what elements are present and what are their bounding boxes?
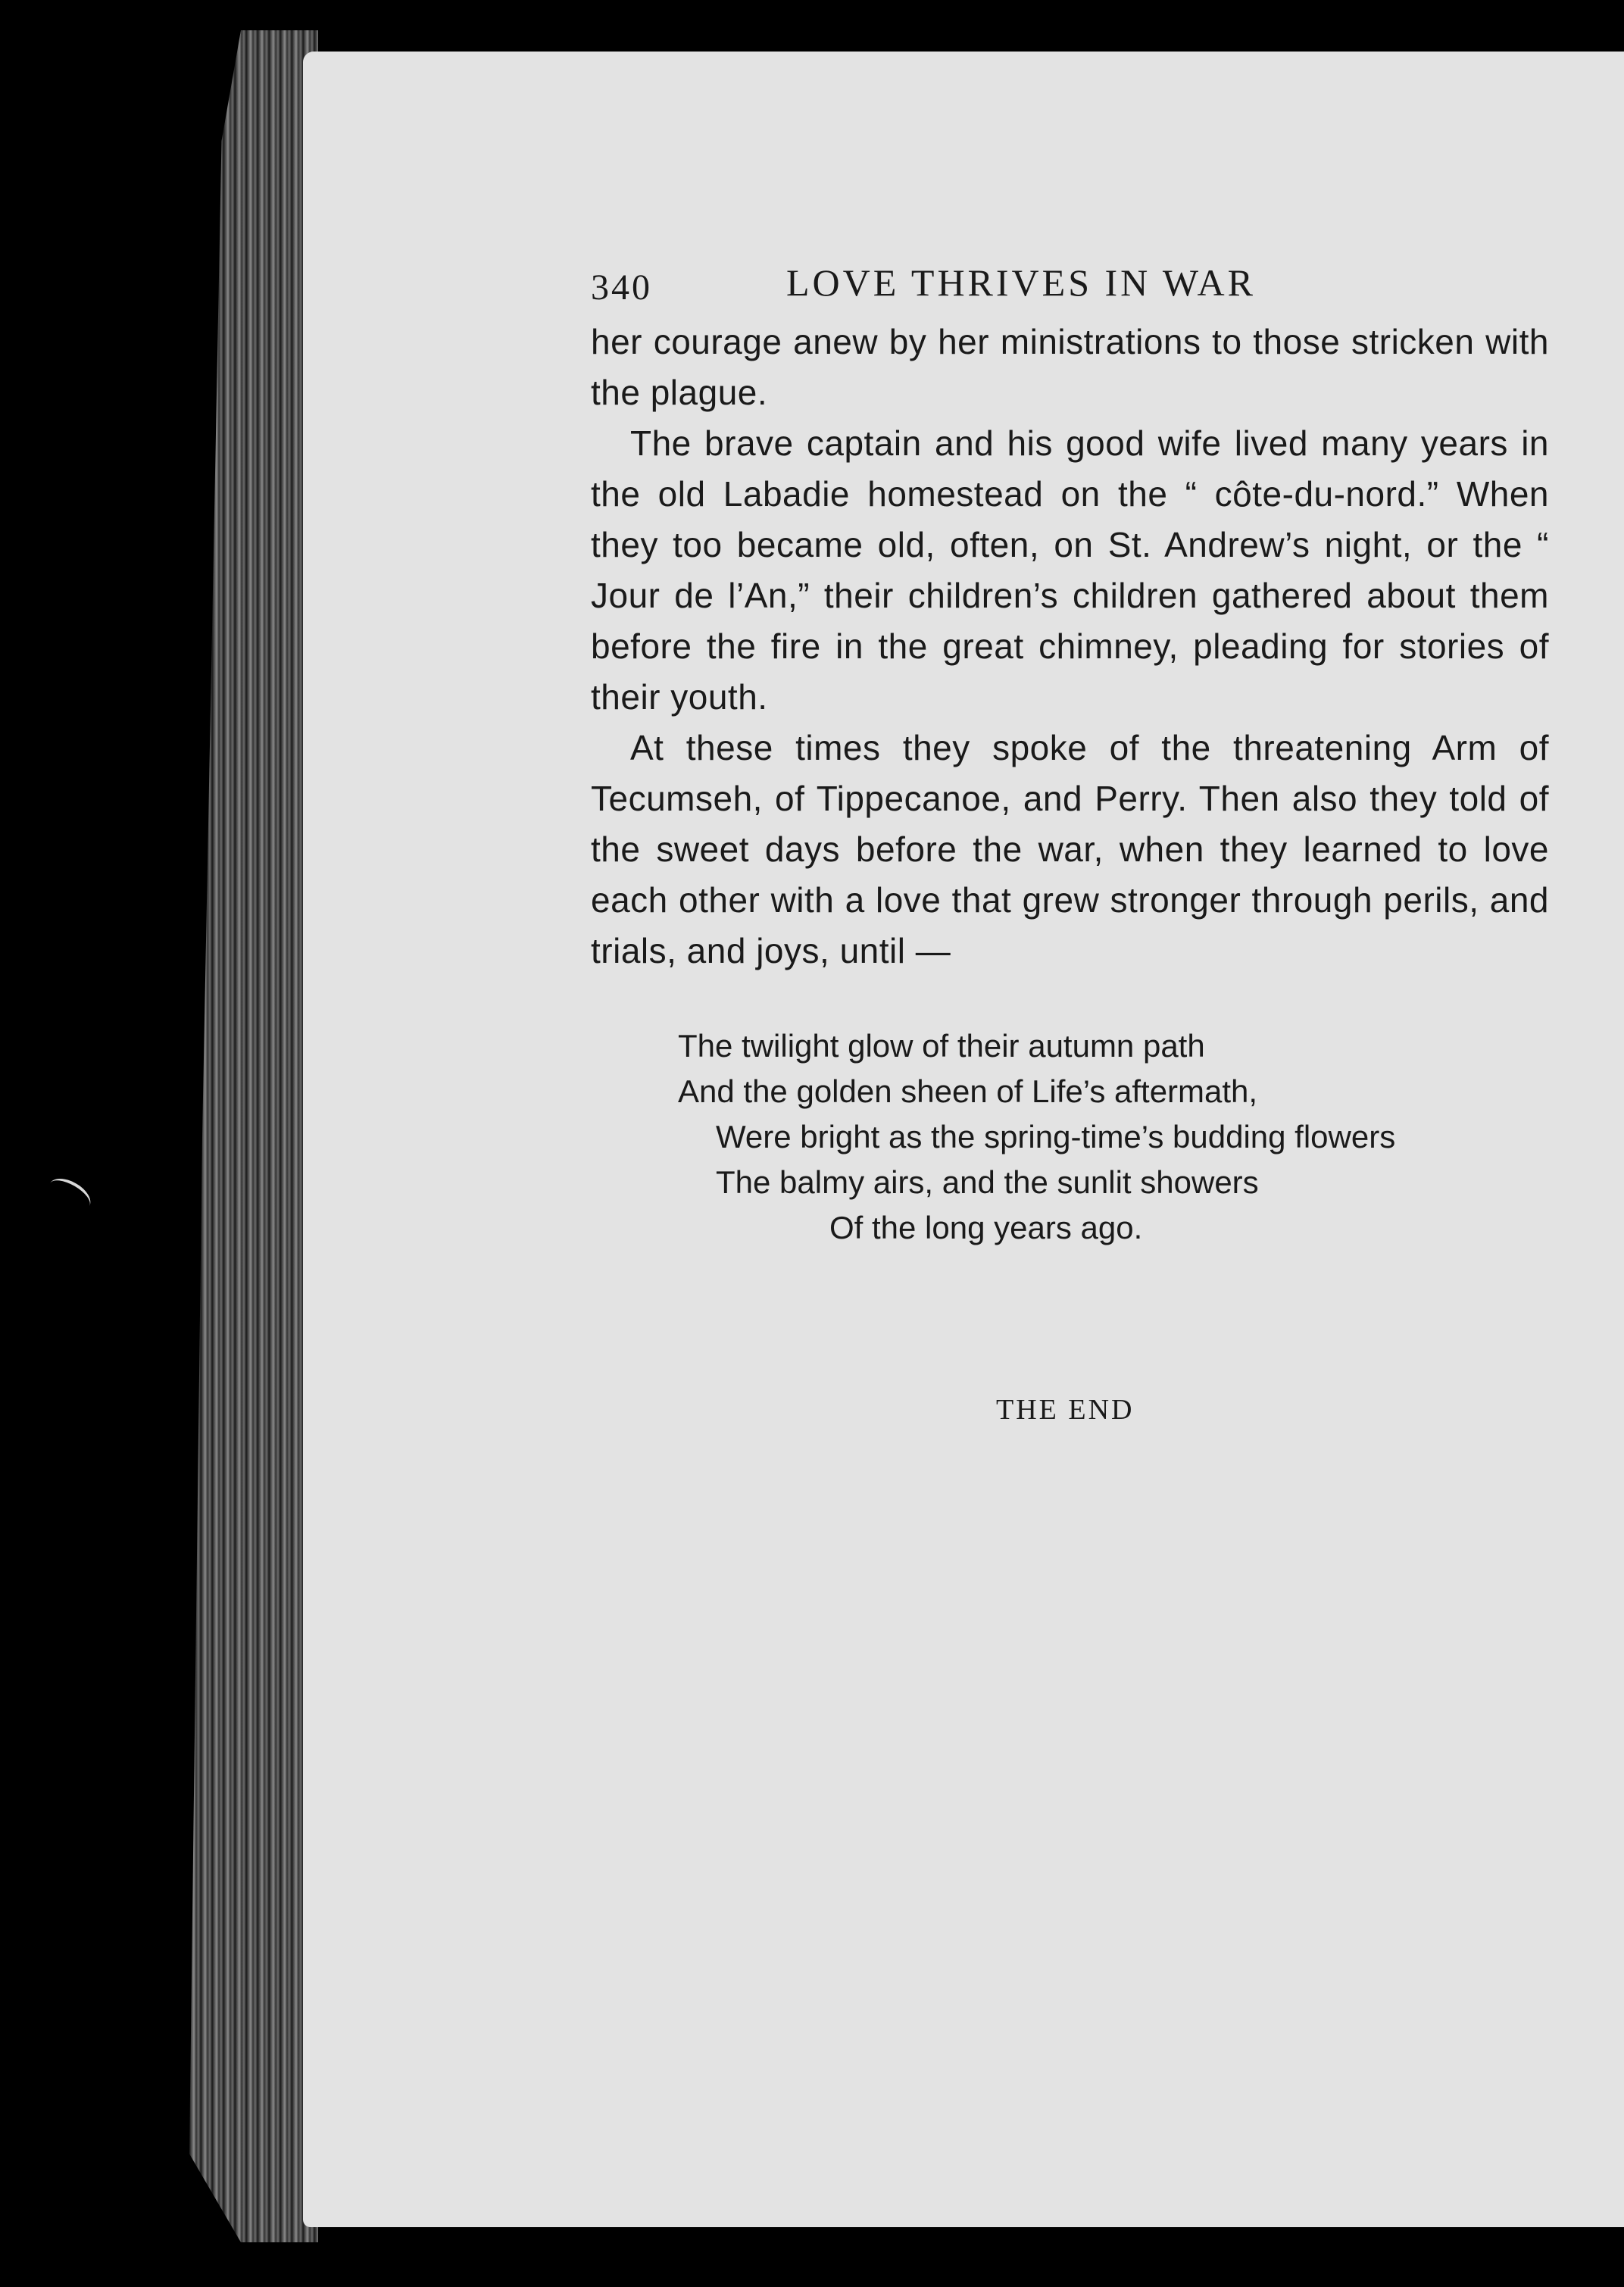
running-head (591, 256, 1549, 317)
paragraph: her courage anew by her ministrations to those stricken with the plague. (591, 322, 1549, 412)
poem-line: The twilight glow of their autumn path (678, 1028, 1205, 1064)
book-page (303, 52, 1624, 2227)
the-end: THE END (996, 1394, 1135, 1426)
page-content (591, 256, 1549, 1426)
page-number: 340 (591, 267, 652, 308)
poem-line: And the golden sheen of Life’s aftermath, (678, 1073, 1258, 1109)
poem-line: The balmy airs, and the sunlit showers (716, 1164, 1259, 1200)
paragraph: The brave captain and his good wife lived many years in the old Labadie homestead on the “ côte-du-nord.” When they too became old, often, on St. Andrew’s night, or the “ Jour de l’An,” their children’s children gathered about them before the fire in the great chimney, pleading for stories of their youth. (591, 423, 1549, 717)
running-title: LOVE THRIVES IN WAR (786, 261, 1256, 304)
prose-body (591, 317, 1549, 976)
paragraph: At these times they spoke of the threatening Arm of Tecumseh, of Tippecanoe, and Perry. Then also they told of the sweet days before the war, when they learned to love each other with a love that grew stronger through perils, and trials, and joys, until — (591, 728, 1549, 970)
book-page-edges (189, 30, 318, 2242)
poem-line: Were bright as the spring-time’s budding flowers (716, 1119, 1396, 1154)
poem-line: Of the long years ago. (829, 1210, 1143, 1245)
scan-artifact (44, 1172, 96, 1217)
poem (678, 1023, 1549, 1251)
